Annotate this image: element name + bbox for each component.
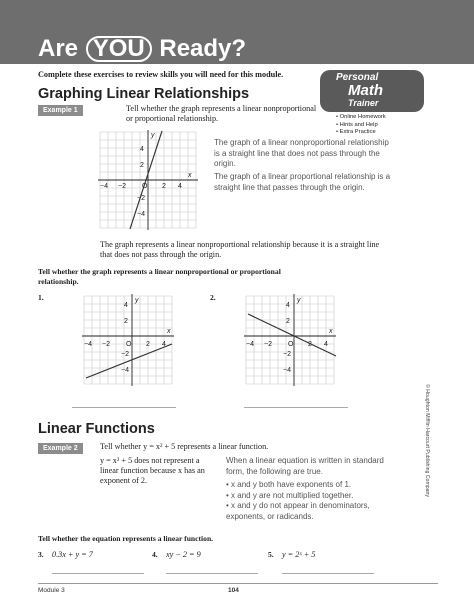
exercise-2-answer-line[interactable] (244, 407, 348, 408)
exercise-4-equation: xy − 2 = 9 (166, 550, 201, 559)
exercise-2-graph (242, 294, 342, 386)
y-tick: 2 (124, 318, 128, 325)
footer-module: Module 3 (38, 587, 65, 594)
page-title (38, 36, 246, 62)
title-you-badge: YOU (86, 36, 152, 62)
y-tick: 2 (140, 162, 144, 169)
exercise-3-number: 3. (38, 550, 44, 559)
example-1-tag: Example 1 (38, 105, 83, 116)
standard-form-rules (226, 480, 370, 522)
exercise-3-answer-line[interactable] (52, 573, 144, 574)
x-tick: 2 (146, 341, 150, 348)
example-1-conclusion: The graph represents a linear nonproportional relationship because it is a straight line that does not pass through the origin. (100, 240, 380, 259)
trainer-feature: • Online Homework (336, 114, 386, 120)
trainer-feature: • Hints and Help (336, 121, 378, 128)
y-axis-label: y (297, 297, 301, 304)
trainer-features-list (336, 114, 386, 137)
x-tick: 4 (324, 341, 328, 348)
exercise-1-number: 1. (38, 293, 44, 302)
example-1-graph (96, 128, 200, 232)
y-tick: −2 (137, 195, 145, 202)
x-tick: 4 (178, 183, 182, 190)
y-axis-label: y (135, 297, 139, 304)
standard-form-intro: When a linear equation is written in standard form, the following are true. (226, 456, 384, 476)
trainer-feature: • Extra Practice (336, 129, 376, 135)
footer-rule (38, 583, 438, 584)
x-tick: −2 (118, 183, 126, 190)
x-axis-label: x (188, 172, 192, 179)
exercise-1-graph (80, 294, 180, 386)
note-nonproportional: The graph of a linear nonproportional relationship is a straight line that does not pass through the origin. (214, 138, 389, 168)
section-title-graphing: Graphing Linear Relationships (38, 86, 250, 102)
example-1-prompt-line1: Tell whether the graph represents a linear nonproportional (126, 104, 317, 113)
exercise-prompt-equations: Tell whether the equation represents a linear function. (38, 534, 214, 543)
example-1-prompt-line2: or proportional relationship. (126, 114, 219, 123)
exercise-prompt-graphs: Tell whether the graph represents a linear nonproportional or proportional relationship. (38, 267, 281, 286)
exercise-4-answer-line[interactable] (166, 573, 258, 574)
y-tick: 4 (286, 302, 290, 309)
origin-label: O (142, 183, 148, 190)
trainer-logo-line3: Trainer (348, 98, 379, 108)
y-tick: −2 (283, 351, 291, 358)
x-tick: −4 (100, 183, 108, 190)
example-2-tag: Example 2 (38, 443, 83, 454)
rule-item: • x and y are not multiplied together. (226, 490, 354, 500)
x-axis-label: x (167, 328, 171, 335)
x-axis-label: x (329, 328, 333, 335)
y-tick: −4 (121, 367, 129, 374)
origin-label: O (126, 341, 132, 348)
y-tick: −2 (121, 351, 129, 358)
x-tick: 2 (162, 183, 166, 190)
y-tick: 4 (124, 302, 128, 309)
x-tick: 2 (308, 341, 312, 348)
y-tick: −4 (283, 367, 291, 374)
title-post: Ready? (152, 35, 247, 62)
title-pre: Are (38, 35, 85, 62)
exercise-3-equation: 0.3x + y = 7 (52, 550, 93, 559)
section-title-linear-functions: Linear Functions (38, 421, 155, 437)
note-proportional: The graph of a linear proportional relationship is a straight line that passes through the origin. (214, 172, 391, 192)
trainer-logo-line2: Math (348, 82, 383, 99)
rule-item: exponents, or radicands. (226, 511, 314, 521)
exercise-4-number: 4. (152, 550, 158, 559)
copyright-credit: © Houghton Mifflin Harcourt Publishing Company (424, 384, 430, 498)
exercise-5-number: 5. (268, 550, 274, 559)
x-tick: −4 (246, 341, 254, 348)
rule-item: • x and y both have exponents of 1. (226, 480, 352, 489)
y-tick: 4 (140, 146, 144, 153)
exercise-5-equation: y = 2ˣ + 5 (282, 550, 316, 559)
exercise-2-number: 2. (210, 293, 216, 302)
x-tick: 4 (162, 341, 166, 348)
footer-page-number: 104 (228, 587, 239, 594)
y-tick: −4 (137, 211, 145, 218)
x-tick: −2 (102, 341, 110, 348)
example-2-prompt: Tell whether y = x² + 5 represents a linear function. (100, 442, 269, 451)
y-tick: 2 (286, 318, 290, 325)
exercise-1-line (86, 344, 172, 378)
y-axis-label: y (151, 132, 155, 139)
origin-label: O (288, 341, 294, 348)
x-tick: −2 (264, 341, 272, 348)
intro-text: Complete these exercises to review skills you will need for this module. (38, 70, 284, 79)
exercise-5-answer-line[interactable] (282, 573, 374, 574)
exercise-1-answer-line[interactable] (72, 407, 176, 408)
rule-item: • x and y do not appear in denominators, (226, 501, 370, 510)
trainer-logo-line1: Personal (336, 72, 379, 83)
x-tick: −4 (84, 341, 92, 348)
example-2-explanation: y = x² + 5 does not represent a linear function because x has an exponent of 2. (100, 456, 205, 485)
